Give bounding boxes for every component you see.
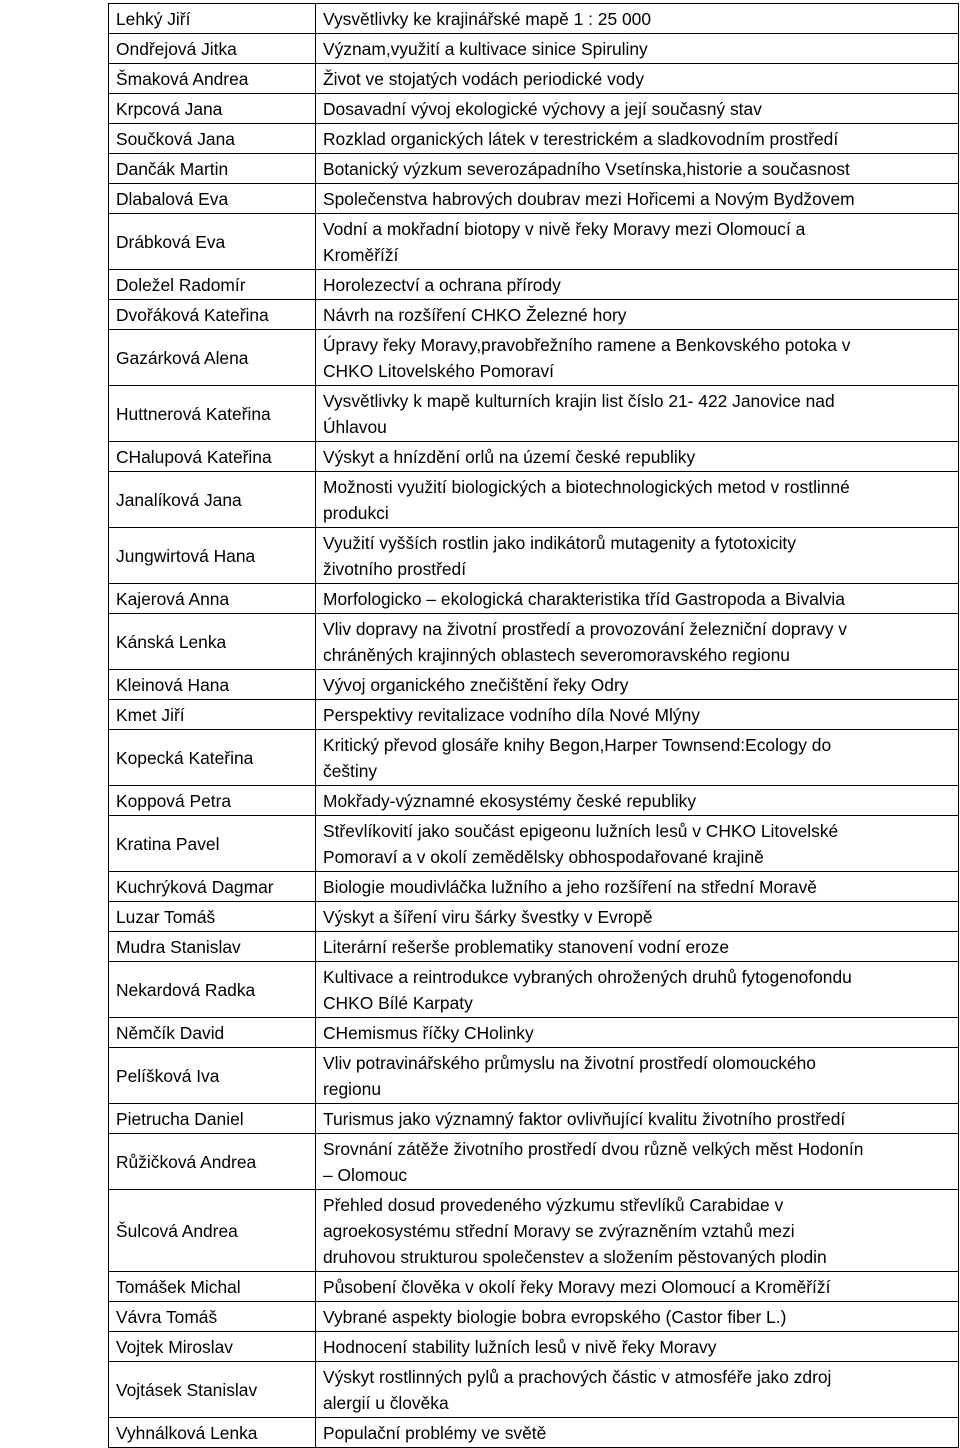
- thesis-topic-cell: [316, 124, 959, 154]
- author-name-cell: Pietrucha Daniel: [109, 1104, 316, 1134]
- table-row: [109, 1048, 959, 1104]
- topic-line: Kroměříží: [323, 245, 399, 265]
- topic-line: Turismus jako významný faktor ovlivňující kvalitu životního prostředí: [323, 1109, 846, 1129]
- thesis-topic-cell: [316, 4, 959, 34]
- topic-line: Literární rešerše problematiky stanovení vodní eroze: [323, 937, 729, 957]
- table-row: [109, 64, 959, 94]
- topic-line: Populační problémy ve světě: [323, 1423, 547, 1443]
- author-name-cell: Drábková Eva: [109, 214, 316, 270]
- topic-line: Využití vyšších rostlin jako indikátorů mutagenity a fytotoxicity: [323, 533, 796, 553]
- table-row: [109, 670, 959, 700]
- thesis-topic-cell: [316, 730, 959, 786]
- author-name-cell: Pelíšková Iva: [109, 1048, 316, 1104]
- thesis-topic-cell: [316, 386, 959, 442]
- thesis-table: [108, 3, 959, 1448]
- thesis-topic-cell: [316, 902, 959, 932]
- table-row: [109, 154, 959, 184]
- topic-line: Možnosti využití biologických a biotechnologických metod v rostlinné: [323, 477, 850, 497]
- topic-line: Výskyt rostlinných pylů a prachových částic v atmosféře jako zdroj: [323, 1367, 832, 1387]
- topic-line: Horolezectví a ochrana přírody: [323, 275, 561, 295]
- topic-line: Srovnání zátěže životního prostředí dvou různě velkých měst Hodonín: [323, 1139, 864, 1159]
- author-name-cell: Němčík David: [109, 1018, 316, 1048]
- thesis-topic-cell: [316, 614, 959, 670]
- thesis-topic-cell: [316, 670, 959, 700]
- topic-line: Morfologicko – ekologická charakteristika tříd Gastropoda a Bivalvia: [323, 589, 845, 609]
- thesis-topic-cell: [316, 1018, 959, 1048]
- table-row: [109, 1104, 959, 1134]
- topic-line: chráněných krajinných oblastech severomoravského regionu: [323, 645, 790, 665]
- author-name-cell: Kopecká Kateřina: [109, 730, 316, 786]
- thesis-topic-cell: [316, 962, 959, 1018]
- author-name-cell: Lehký Jiří: [109, 4, 316, 34]
- thesis-topic-cell: [316, 932, 959, 962]
- thesis-topic-cell: [316, 816, 959, 872]
- thesis-topic-cell: [316, 94, 959, 124]
- topic-line: Střevlíkovití jako součást epigeonu lužních lesů v CHKO Litovelské: [323, 821, 839, 841]
- thesis-topic-cell: [316, 472, 959, 528]
- table-row: [109, 472, 959, 528]
- author-name-cell: Huttnerová Kateřina: [109, 386, 316, 442]
- topic-line: Přehled dosud provedeného výzkumu střevlíků Carabidae v: [323, 1195, 784, 1215]
- thesis-topic-cell: [316, 442, 959, 472]
- table-row: [109, 1362, 959, 1418]
- author-name-cell: Kmet Jiří: [109, 700, 316, 730]
- topic-line: CHKO Litovelského Pomoraví: [323, 361, 555, 381]
- thesis-topic-cell: [316, 584, 959, 614]
- table-row: [109, 932, 959, 962]
- author-name-cell: Kleinová Hana: [109, 670, 316, 700]
- author-name-cell: Dančák Martin: [109, 154, 316, 184]
- thesis-topic-cell: [316, 528, 959, 584]
- table-row: [109, 1272, 959, 1302]
- topic-line: produkci: [323, 503, 389, 523]
- table-row: [109, 184, 959, 214]
- table-row: [109, 330, 959, 386]
- topic-line: Návrh na rozšíření CHKO Železné hory: [323, 305, 627, 325]
- topic-line: Vodní a mokřadní biotopy v nivě řeky Moravy mezi Olomoucí a: [323, 219, 806, 239]
- thesis-topic-cell: [316, 1302, 959, 1332]
- table-row: [109, 816, 959, 872]
- thesis-topic-cell: [316, 872, 959, 902]
- table-row: [109, 730, 959, 786]
- author-name-cell: Růžičková Andrea: [109, 1134, 316, 1190]
- author-name-cell: Šulcová Andrea: [109, 1190, 316, 1272]
- author-name-cell: Ondřejová Jitka: [109, 34, 316, 64]
- thesis-topic-cell: [316, 1332, 959, 1362]
- thesis-topic-cell: [316, 1272, 959, 1302]
- author-name-cell: Šmaková Andrea: [109, 64, 316, 94]
- author-name-cell: Tomášek Michal: [109, 1272, 316, 1302]
- topic-line: regionu: [323, 1079, 382, 1099]
- table-row: [109, 786, 959, 816]
- table-row: [109, 94, 959, 124]
- topic-line: životního prostředí: [323, 559, 467, 579]
- thesis-topic-cell: [316, 700, 959, 730]
- table-row: [109, 34, 959, 64]
- thesis-topic-cell: [316, 270, 959, 300]
- table-row: [109, 700, 959, 730]
- topic-line: češtiny: [323, 761, 378, 781]
- topic-line: Působení člověka v okolí řeky Moravy mezi Olomoucí a Kroměříží: [323, 1277, 831, 1297]
- topic-line: Vývoj organického znečištění řeky Odry: [323, 675, 629, 695]
- author-name-cell: Gazárková Alena: [109, 330, 316, 386]
- topic-line: Úpravy řeky Moravy,pravobřežního ramene a Benkovského potoka v: [323, 335, 851, 355]
- thesis-topic-cell: [316, 1418, 959, 1448]
- author-name-cell: Mudra Stanislav: [109, 932, 316, 962]
- topic-line: Vybrané aspekty biologie bobra evropského (Castor fiber L.): [323, 1307, 787, 1327]
- thesis-topic-cell: [316, 34, 959, 64]
- author-name-cell: Vojtásek Stanislav: [109, 1362, 316, 1418]
- author-name-cell: Vojtek Miroslav: [109, 1332, 316, 1362]
- table-row: [109, 584, 959, 614]
- topic-line: alergií u člověka: [323, 1393, 449, 1413]
- thesis-topic-cell: [316, 1048, 959, 1104]
- topic-line: agroekosystému střední Moravy se zvýrazněním vztahů mezi: [323, 1221, 795, 1241]
- thesis-table-body: [109, 4, 959, 1448]
- author-name-cell: Kajerová Anna: [109, 584, 316, 614]
- table-row: [109, 902, 959, 932]
- topic-line: Hodnocení stability lužních lesů v nivě řeky Moravy: [323, 1337, 717, 1357]
- thesis-topic-cell: [316, 1134, 959, 1190]
- thesis-topic-cell: [316, 154, 959, 184]
- topic-line: Život ve stojatých vodách periodické vody: [323, 69, 644, 89]
- author-name-cell: Dvořáková Kateřina: [109, 300, 316, 330]
- author-name-cell: Koppová Petra: [109, 786, 316, 816]
- topic-line: Biologie moudivláčka lužního a jeho rozšíření na střední Moravě: [323, 877, 817, 897]
- author-name-cell: Janalíková Jana: [109, 472, 316, 528]
- table-row: [109, 1418, 959, 1448]
- table-row: [109, 1302, 959, 1332]
- topic-line: Dosavadní vývoj ekologické výchovy a její současný stav: [323, 99, 762, 119]
- table-row: [109, 300, 959, 330]
- thesis-topic-cell: [316, 330, 959, 386]
- author-name-cell: Dlabalová Eva: [109, 184, 316, 214]
- table-row: [109, 270, 959, 300]
- topic-line: Kultivace a reintrodukce vybraných ohrožených druhů fytogenofondu: [323, 967, 852, 987]
- author-name-cell: Vávra Tomáš: [109, 1302, 316, 1332]
- table-row: [109, 386, 959, 442]
- table-row: [109, 1018, 959, 1048]
- author-name-cell: CHalupová Kateřina: [109, 442, 316, 472]
- thesis-topic-cell: [316, 184, 959, 214]
- topic-line: CHemismus říčky CHolinky: [323, 1023, 534, 1043]
- table-row: [109, 614, 959, 670]
- topic-line: – Olomouc: [323, 1165, 408, 1185]
- thesis-topic-cell: [316, 64, 959, 94]
- table-row: [109, 1190, 959, 1272]
- topic-line: Rozklad organických látek v terestrickém a sladkovodním prostředí: [323, 129, 839, 149]
- table-row: [109, 528, 959, 584]
- author-name-cell: Kuchrýková Dagmar: [109, 872, 316, 902]
- topic-line: Vliv potravinářského průmyslu na životní prostředí olomouckého: [323, 1053, 816, 1073]
- author-name-cell: Kánská Lenka: [109, 614, 316, 670]
- table-row: [109, 1134, 959, 1190]
- topic-line: Vliv dopravy na životní prostředí a provozování železniční dopravy v: [323, 619, 847, 639]
- table-row: [109, 214, 959, 270]
- topic-line: Kritický převod glosáře knihy Begon,Harper Townsend:Ecology do: [323, 735, 832, 755]
- topic-line: Úhlavou: [323, 417, 387, 437]
- topic-line: druhovou strukturou společenstev a složením pěstovaných plodin: [323, 1247, 827, 1267]
- author-name-cell: Krpcová Jana: [109, 94, 316, 124]
- table-row: [109, 4, 959, 34]
- author-name-cell: Jungwirtová Hana: [109, 528, 316, 584]
- author-name-cell: Nekardová Radka: [109, 962, 316, 1018]
- topic-line: Perspektivy revitalizace vodního díla Nové Mlýny: [323, 705, 700, 725]
- author-name-cell: Doležel Radomír: [109, 270, 316, 300]
- topic-line: Význam,využití a kultivace sinice Spiruliny: [323, 39, 648, 59]
- table-row: [109, 442, 959, 472]
- author-name-cell: Součková Jana: [109, 124, 316, 154]
- topic-line: Vysvětlivky ke krajinářské mapě 1 : 25 000: [323, 9, 651, 29]
- thesis-topic-cell: [316, 786, 959, 816]
- thesis-topic-cell: [316, 214, 959, 270]
- thesis-topic-cell: [316, 1104, 959, 1134]
- author-name-cell: Luzar Tomáš: [109, 902, 316, 932]
- table-row: [109, 872, 959, 902]
- topic-line: Pomoraví a v okolí zemědělsky obhospodařované krajině: [323, 847, 764, 867]
- table-row: [109, 1332, 959, 1362]
- topic-line: Mokřady-významné ekosystémy české republiky: [323, 791, 697, 811]
- topic-line: Botanický výzkum severozápadního Vsetínska,historie a současnost: [323, 159, 850, 179]
- thesis-topic-cell: [316, 1190, 959, 1272]
- author-name-cell: Kratina Pavel: [109, 816, 316, 872]
- topic-line: Výskyt a šíření viru šárky švestky v Evropě: [323, 907, 653, 927]
- author-name-cell: Vyhnálková Lenka: [109, 1418, 316, 1448]
- table-row: [109, 962, 959, 1018]
- topic-line: CHKO Bílé Karpaty: [323, 993, 473, 1013]
- table-row: [109, 124, 959, 154]
- thesis-topic-cell: [316, 1362, 959, 1418]
- topic-line: Vysvětlivky k mapě kulturních krajin list číslo 21- 422 Janovice nad: [323, 391, 835, 411]
- topic-line: Výskyt a hnízdění orlů na území české republiky: [323, 447, 696, 467]
- topic-line: Společenstva habrových doubrav mezi Hořicemi a Novým Bydžovem: [323, 189, 855, 209]
- thesis-topic-cell: [316, 300, 959, 330]
